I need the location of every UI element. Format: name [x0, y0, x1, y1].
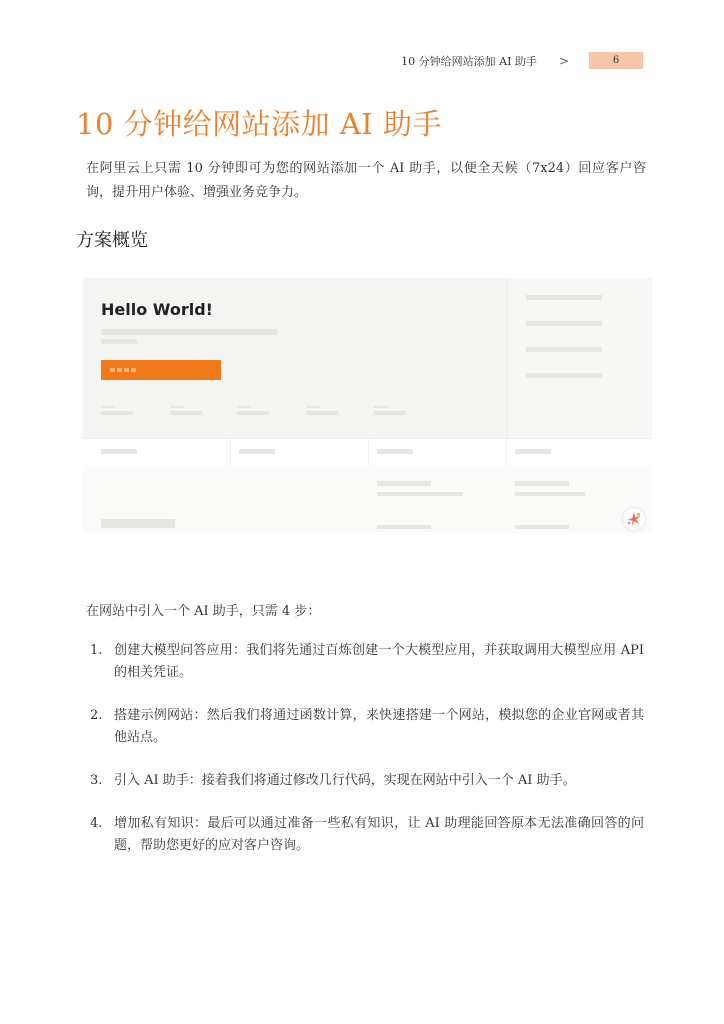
- mockup-side-line: [526, 347, 602, 352]
- list-item: [86, 770, 644, 792]
- mockup-content-line: [377, 492, 463, 496]
- running-header: [401, 52, 643, 69]
- mockup-stat-line: [306, 406, 320, 408]
- header-title: 10 分钟给网站添加 AI 助手: [401, 54, 537, 68]
- mockup-stat-line: [170, 406, 184, 408]
- mockup-content-line: [101, 519, 175, 528]
- mockup-stat-line: [101, 411, 133, 415]
- mockup-content-line: [377, 481, 431, 486]
- mockup-stat-line: [237, 406, 251, 408]
- mockup-placeholder-line: [101, 329, 277, 335]
- mockup-stat-line: [237, 411, 269, 415]
- mockup-stat-line: [374, 406, 388, 408]
- step-text: 搭建示例网站：然后我们将通过函数计算，来快速搭建一个网站，模拟您的企业官网或者其他站点。: [114, 708, 644, 745]
- steps-list: [86, 640, 644, 878]
- step-text: 引入 AI 助手：接着我们将通过修改几行代码，实现在网站中引入一个 AI 助手。: [114, 773, 576, 788]
- step-number: 1.: [90, 643, 103, 658]
- mockup-side-line: [526, 321, 602, 326]
- mockup-stat-line: [306, 411, 338, 415]
- mockup-table-row: [83, 438, 652, 466]
- mockup-side-panel: [507, 278, 652, 438]
- mockup-hero-panel: [83, 278, 507, 438]
- step-number: 3.: [90, 773, 103, 788]
- chevron-right-icon: >: [558, 53, 569, 68]
- mockup-content-line: [515, 481, 569, 486]
- mockup-cell-line: [515, 449, 551, 454]
- ai-assistant-icon: [623, 508, 645, 530]
- step-number: 4.: [90, 816, 103, 831]
- mockup-content-line: [515, 492, 585, 496]
- page-number-badge: 6: [589, 52, 643, 69]
- steps-intro: 在网站中引入一个 AI 助手，只需 4 步：: [86, 604, 321, 619]
- mockup-stat-line: [170, 411, 202, 415]
- step-text: 增加私有知识：最后可以通过准备一些私有知识，让 AI 助理能回答原本无法准确回答的问题，帮助您更好的应对客户咨询。: [114, 816, 644, 853]
- section-heading: 方案概览: [76, 230, 148, 251]
- list-item: [86, 705, 644, 749]
- intro-paragraph: 在阿里云上只需 10 分钟即可为您的网站添加一个 AI 助手，以便全天候（7x24）回应客户咨询，提升用户体验、增强业务竞争力。: [86, 161, 646, 200]
- mockup-stat-line: [374, 411, 406, 415]
- mockup-cell-line: [101, 449, 137, 454]
- mockup-cta-button: [101, 360, 221, 380]
- mockup-cell-line: [239, 449, 275, 454]
- step-text: 创建大模型问答应用：我们将先通过百炼创建一个大模型应用，并获取调用大模型应用 API 的相关凭证。: [114, 643, 644, 680]
- website-mockup-image: [83, 278, 652, 533]
- mockup-content-line: [515, 525, 569, 529]
- mockup-side-line: [526, 295, 602, 300]
- mockup-content-line: [377, 525, 431, 529]
- mockup-placeholder-line: [101, 339, 137, 344]
- mockup-hello-text: Hello World!: [101, 300, 213, 319]
- mockup-stat-line: [101, 406, 115, 408]
- page-title: 10 分钟给网站添加 AI 助手: [76, 107, 442, 141]
- list-item: [86, 640, 644, 684]
- list-item: [86, 813, 644, 857]
- step-number: 2.: [90, 708, 103, 723]
- mockup-side-line: [526, 373, 602, 378]
- mockup-content-area: [83, 465, 652, 533]
- mockup-cell-line: [377, 449, 413, 454]
